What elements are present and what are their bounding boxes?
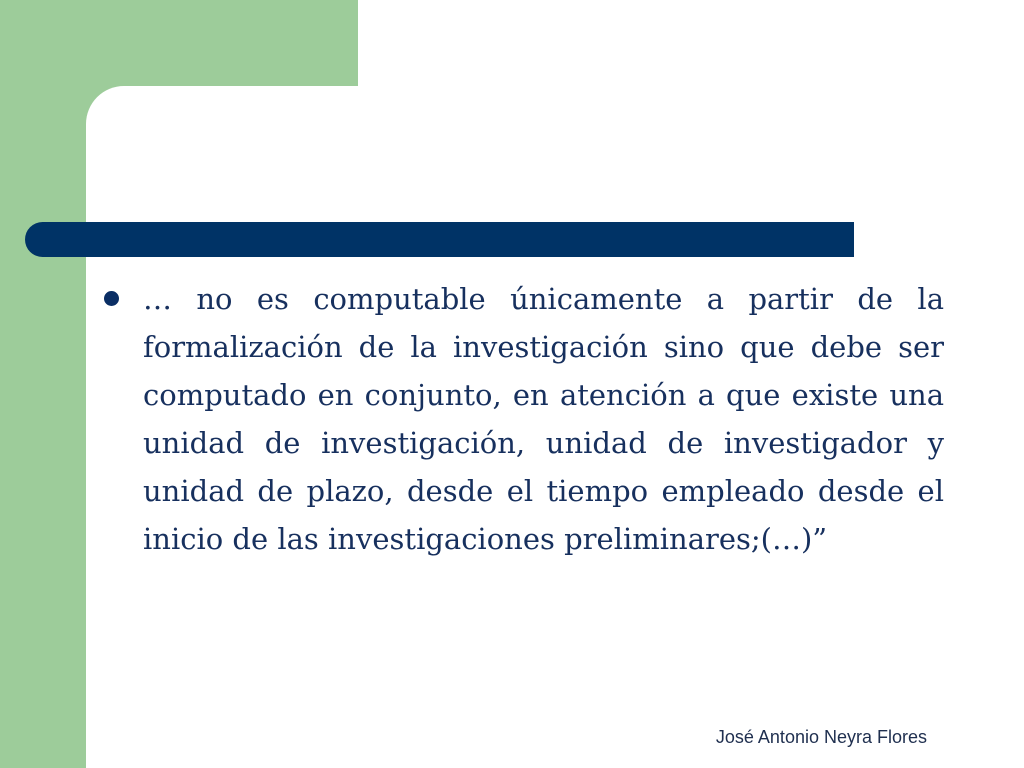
bullet-icon [104, 291, 119, 306]
title-bar [25, 222, 854, 257]
bullet-text: … no es computable únicamente a partir de la formalización de la investigación sino que debe ser computado en conjunto, en atención a que existe una unidad de investigación, unidad de investigador y unidad de plazo, desde el tiempo empleado desde el inicio de las investigaciones preliminares;(…)” [143, 282, 944, 556]
bullet-item [104, 275, 944, 563]
footer-author: José Antonio Neyra Flores [715, 727, 927, 747]
